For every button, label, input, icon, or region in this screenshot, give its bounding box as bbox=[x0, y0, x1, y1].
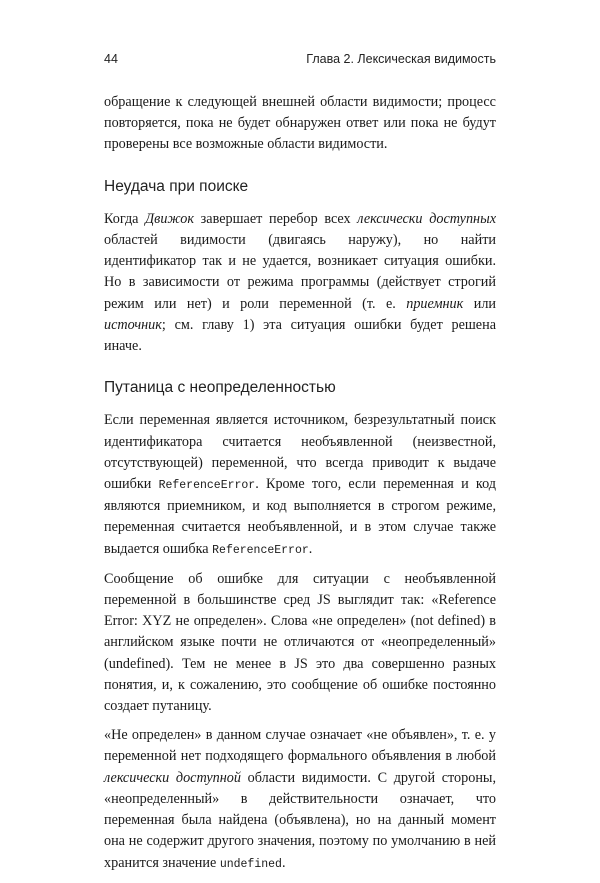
italic-term: Движок bbox=[145, 210, 195, 227]
page-number: 44 bbox=[104, 52, 118, 66]
code-reference-error: ReferenceError bbox=[158, 479, 256, 493]
text-run: . bbox=[281, 854, 286, 871]
section-heading-lookup-failure: Неудача при поиске bbox=[104, 177, 249, 195]
paragraph-error-message: Сообщение об ошибке для ситуации с необъявленной переменной в большинстве сред JS выглядит так: «Reference Error: XYZ не определен». Слова «не определен» (not defined) в английском языке почти не отличаются от «неопределенный» (undefined). Тем не менее в JS это два совершенно разных понятия, и, к сожалению, это сообщение об ошибке постоянно создает путаницу. bbox=[104, 570, 496, 715]
section-heading-undefined-confusion: Путаница с неопределенностью bbox=[104, 379, 336, 397]
chapter-title: Глава 2. Лексическая видимость bbox=[306, 52, 496, 66]
paragraph-continuation: обращение к следующей внешней области видимости; процесс повторяется, пока не будет обнаружен ответ или пока не будут проверены все возможные области видимости. bbox=[104, 94, 496, 153]
italic-term: приемник bbox=[406, 295, 464, 312]
text-run: . bbox=[308, 540, 313, 557]
text-run: «Не определен» в данном случае означает «не объявлен», т. е. у переменной нет подходящего формального объявления в любой bbox=[104, 727, 496, 765]
text-run: завершает перебор всех bbox=[194, 210, 358, 227]
italic-term: лексически доступной bbox=[104, 769, 241, 786]
text-run: или bbox=[463, 295, 496, 312]
text-run: Если переменная является источником, безрезультатный поиск идентификатора считается необъявленной (неизвестной, отсутствующей) переменной, что всегда приводит к выдаче ошибки bbox=[104, 412, 496, 493]
italic-term: источник bbox=[104, 316, 162, 333]
text-run: областей видимости (двигаясь наружу), но найти идентификатор так и не удается, возникает ситуация ошибки. Но в зависимости от режима программы (действует строгий режим или нет) и роли переменной (т. е. bbox=[104, 232, 496, 312]
text-run: области видимости. С другой стороны, «неопределенный» в действительности означает, что переменная была найдена (объявлена), но на данный момент она не содержит другого значения, поэтому по умолчанию в ней хранится значение bbox=[104, 769, 497, 871]
paragraph-reference-error bbox=[104, 410, 496, 560]
italic-term: лексически доступных bbox=[357, 210, 496, 227]
code-undefined: undefined bbox=[219, 857, 282, 871]
text-run: . Кроме того, если переменная и код являются приемником, и код выполняется в строгом режиме, переменная считается необъявленной, и в этом случае также выдается ошибка bbox=[104, 476, 496, 557]
paragraph-lookup-failure bbox=[104, 209, 496, 357]
text-run: ; см. главу 1) эта ситуация ошибки будет решена иначе. bbox=[104, 316, 496, 355]
text-run: Когда bbox=[104, 210, 146, 227]
page-body bbox=[104, 92, 496, 883]
running-header bbox=[104, 52, 496, 68]
paragraph-not-defined bbox=[104, 725, 496, 874]
code-reference-error: ReferenceError bbox=[212, 543, 309, 557]
